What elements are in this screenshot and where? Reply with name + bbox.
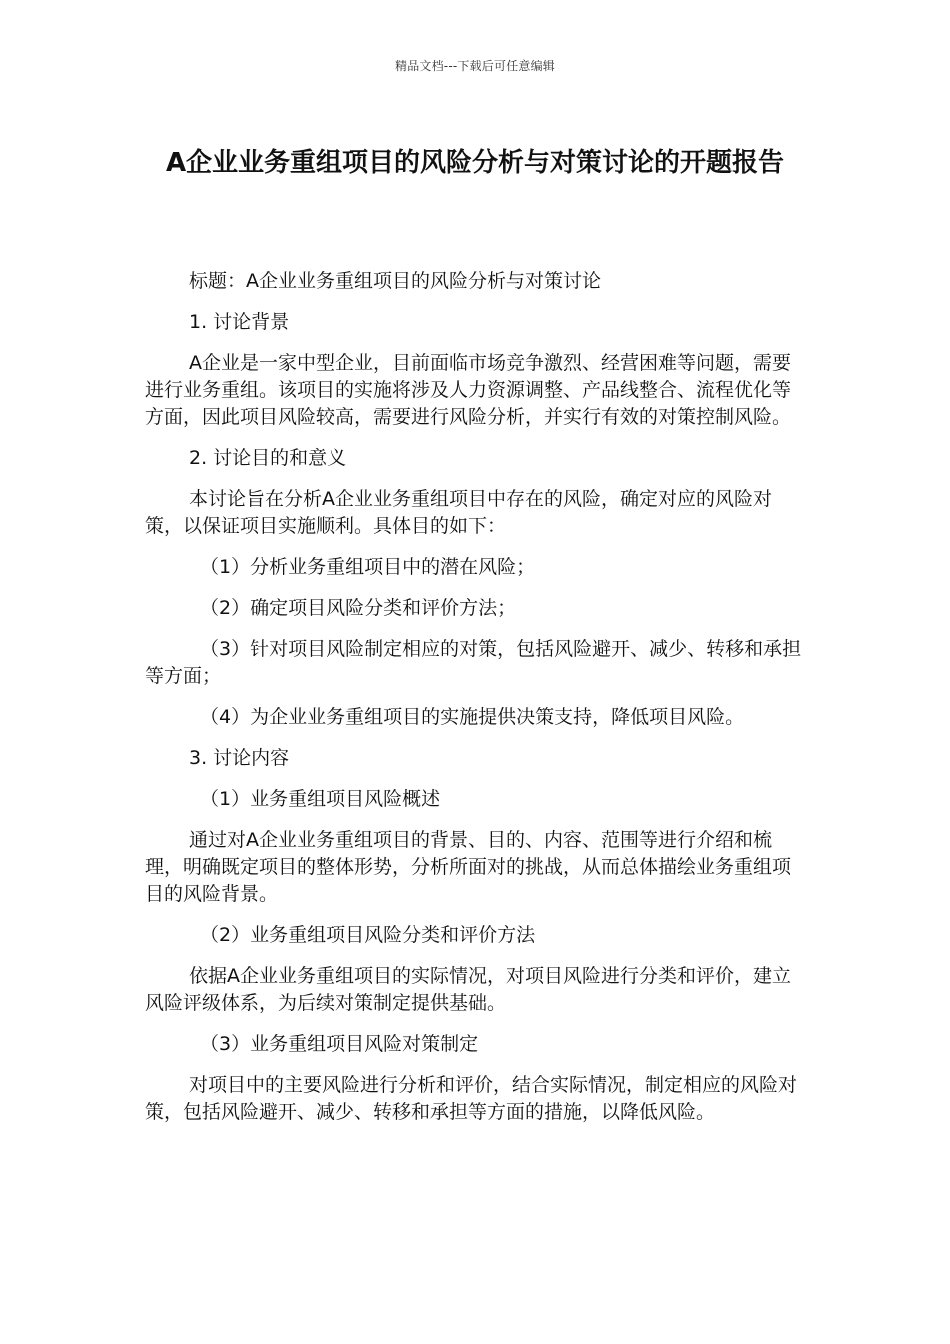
document-title: A企业业务重组项目的风险分析与对策讨论的开题报告 — [165, 148, 785, 178]
section-heading-purpose: 2. 讨论目的和意义 — [189, 447, 347, 469]
section-heading-content: 3. 讨论内容 — [189, 747, 290, 769]
list-item-purpose-4: （4）为企业业务重组项目的实施提供决策支持，降低项目风险。 — [200, 706, 745, 728]
paragraph-background: A企业是一家中型企业，目前面临市场竞争激烈、经营困难等问题，需要进行业务重组。该项目的实施将涉及人力资源调整、产品线整合、流程优化等方面，因此项目风险较高，需要进行风险分析，并实行有效的对策控制风险。 — [145, 352, 792, 428]
paragraph-countermeasures: 对项目中的主要风险进行分析和评价，结合实际情况，制定相应的风险对策，包括风险避开、减少、转移和承担等方面的措施，以降低风险。 — [145, 1074, 798, 1123]
list-item-purpose-3: （3）针对项目风险制定相应的对策，包括风险避开、减少、转移和承担等方面； — [145, 638, 802, 687]
paragraph-subject: 标题：A企业业务重组项目的风险分析与对策讨论 — [189, 270, 601, 292]
subsection-heading-countermeasures: （3）业务重组项目风险对策制定 — [200, 1033, 479, 1055]
paragraph-overview: 通过对A企业业务重组项目的背景、目的、内容、范围等进行介绍和梳理，明确既定项目的整体形势，分析所面对的挑战，从而总体描绘业务重组项目的风险背景。 — [145, 829, 792, 905]
subsection-heading-overview: （1）业务重组项目风险概述 — [200, 788, 441, 810]
section-heading-background: 1. 讨论背景 — [189, 311, 290, 333]
paragraph-classification: 依据A企业业务重组项目的实际情况，对项目风险进行分类和评价，建立风险评级体系，为后续对策制定提供基础。 — [145, 965, 791, 1014]
header-note: 精品文档---下载后可任意编辑 — [395, 59, 555, 73]
list-item-purpose-1: （1）分析业务重组项目中的潜在风险； — [200, 556, 536, 578]
subsection-heading-classification: （2）业务重组项目风险分类和评价方法 — [200, 924, 536, 946]
list-item-purpose-2: （2）确定项目风险分类和评价方法； — [200, 597, 517, 619]
document-body — [145, 268, 805, 1126]
paragraph-purpose: 本讨论旨在分析A企业业务重组项目中存在的风险，确定对应的风险对策，以保证项目实施顺利。具体目的如下： — [145, 488, 772, 537]
